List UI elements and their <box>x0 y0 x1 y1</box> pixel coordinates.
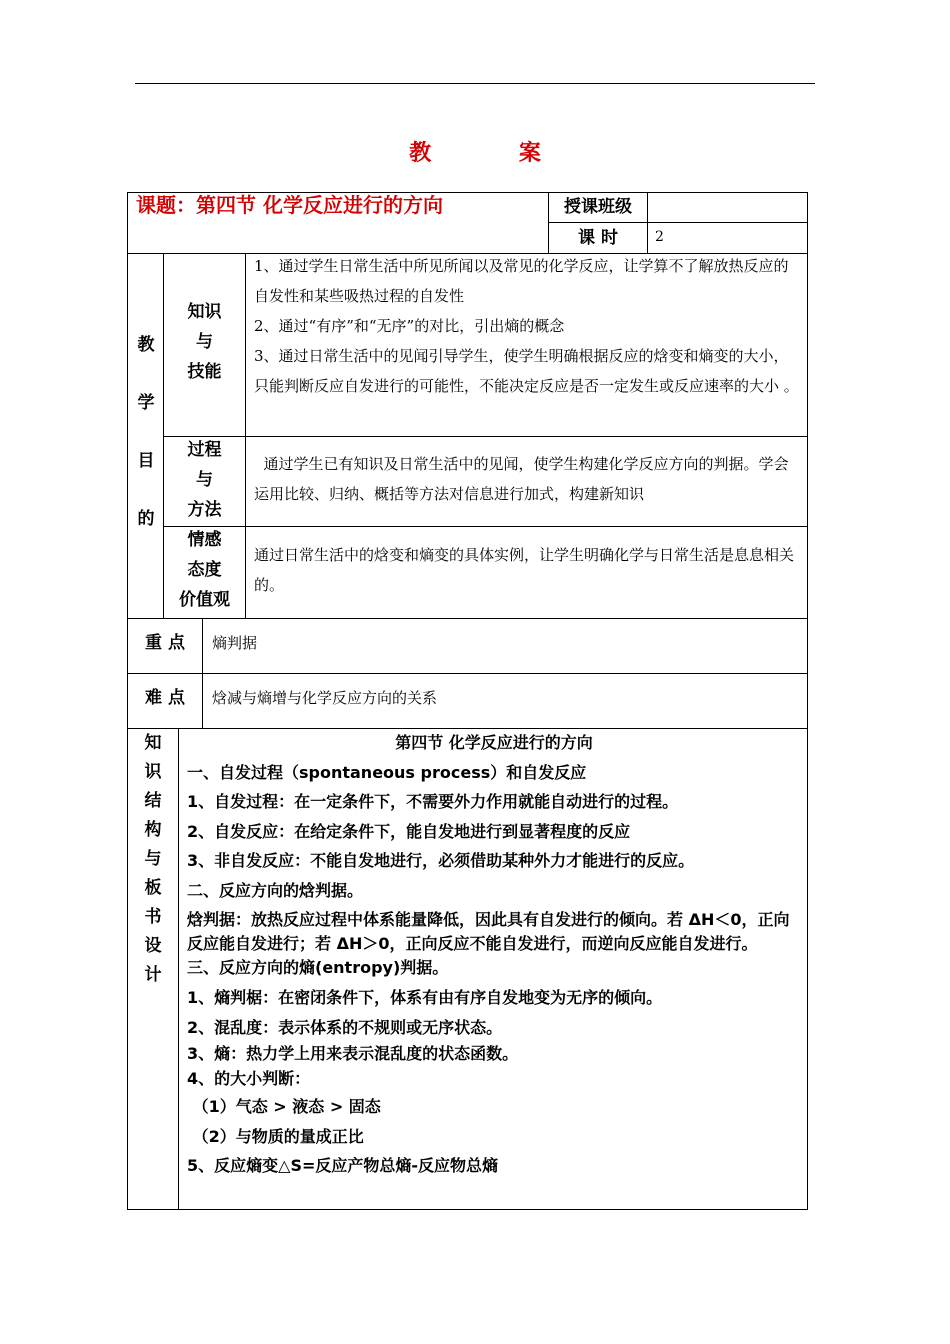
board-line: 3、非自发反应：不能自发地进行，必须借助某种外力才能进行的反应。 <box>187 851 695 870</box>
hours-value-cell <box>647 222 808 254</box>
board-line: 2、混乱度：表示体系的不规则或无序状态。 <box>187 1017 503 1037</box>
page-title: 教 案 <box>409 141 581 166</box>
board-line: 5、反应熵变△S=反应产物总熵-反应物总熵 <box>187 1156 499 1175</box>
obj-row1-text: 1、通过学生日常生活中所见所闻以及常见的化学反应，让学算不了解放热反应的自发性和某些吸热过程的自发性 2、通过“有序”和“无序”的对比，引出熵的概念 3、通过日常生活中的见闻引导学生，使学生明确根据反应的焓变和熵变的大小，只能判断反应自发进行的可能性，不能决定反应是否一定发生或反应速率的大小 。 <box>254 257 799 395</box>
board-content <box>187 728 801 1181</box>
objectives-side-label: 教 学 目 的 <box>137 335 155 529</box>
hours-value: 2 <box>655 229 664 245</box>
board-line: 1、自发过程：在一定条件下，不需要外力作用就能自动进行的过程。 <box>187 792 679 811</box>
board-line: 二、反应方向的焓判据。 <box>187 880 364 900</box>
board-line: 3、熵：热力学上用来表示混乱度的状态函数。 <box>187 1044 519 1063</box>
obj-row3-label: 情感 态度 价值观 <box>179 530 230 610</box>
obj-row2-text: 通过学生已有知识及日常生活中的见闻，使学生构建化学反应方向的判据。学会运用比较、归纳、概括等方法对信息进行加式，构建新知识 <box>254 455 789 503</box>
header-rule <box>135 83 815 84</box>
board-line: （1）气态 > 液态 > 固态 <box>187 1097 381 1116</box>
obj-row3-text: 通过日常生活中的焓变和熵变的具体实例，让学生明确化学与日常生活是息息相关的。 <box>254 546 795 594</box>
board-line: （2）与物质的量成正比 <box>187 1126 364 1146</box>
board-line: 一、自发过程（spontaneous process）和自发反应 <box>187 762 587 782</box>
topic-title: 课题：第四节 化学反应进行的方向 <box>136 193 443 217</box>
board-heading: 第四节 化学反应进行的方向 <box>395 733 593 752</box>
board-side-label: 知 识 结 构 与 板 书 设 计 <box>144 733 162 985</box>
board-line: 焓判据：放热反应过程中体系能量降低，因此具有自发进行的倾向。若 ΔH＜0，正向反应能自发进行；若 ΔH＞0，正向反应不能自发进行，而逆向反应能自发进行。 <box>187 910 790 953</box>
board-line: 2、自发反应：在给定条件下，能自发地进行到显著程度的反应 <box>187 821 631 841</box>
class-label: 授课班级 <box>564 197 632 217</box>
board-line: 4、的大小判断： <box>187 1069 311 1088</box>
board-line: 1、熵判椐：在密闭条件下，体系有由有序自发地变为无序的倾向。 <box>187 988 663 1007</box>
hours-label: 课 时 <box>578 227 618 248</box>
key-point-text: 熵判据 <box>212 634 258 652</box>
difficulty-text: 焓减与熵增与化学反应方向的关系 <box>212 689 438 707</box>
key-point-label: 重 点 <box>145 633 185 653</box>
difficulty-label: 难 点 <box>145 688 185 708</box>
obj-row2-label: 过程 与 方法 <box>187 440 222 520</box>
board-line: 三、反应方向的熵(entropy)判据。 <box>187 958 449 977</box>
obj-row1-label: 知识 与 技能 <box>187 302 222 382</box>
